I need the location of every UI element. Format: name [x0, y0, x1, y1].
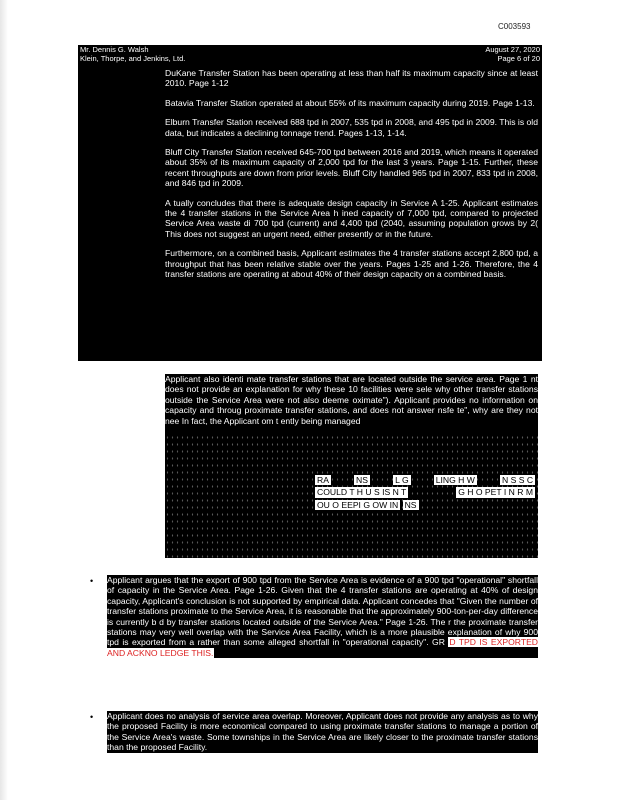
letter-date: August 27, 2020	[485, 45, 540, 54]
paragraph	[107, 575, 538, 658]
paragraph: Bluff City Transfer Station received 645-700 tpd between 2016 and 2019, which means it operated about 35% of its maximum capacity of 2,000 tpd for the last 3 years. Page 1-15. Further, these recent throughputs are down from prior levels. Bluff City handled 965 tpd in 2007, 833 tpd in 2008, and 846 tpd in 2009.	[165, 147, 538, 189]
paragraph: Elburn Transfer Station received 688 tpd in 2007, 535 tpd in 2008, and 495 tpd in 2009. This is old data, but indicates a declining tonnage trend. Pages 1-13, 1-14.	[165, 117, 538, 138]
fragment: NS	[356, 475, 368, 485]
page-number: Page 6 of 20	[497, 54, 540, 63]
fragment: G H O PET I N R M	[458, 487, 533, 498]
fragment: RA	[317, 475, 329, 485]
proximate-stations-block	[165, 374, 538, 558]
fragment: OU O EEPI G OW IN	[317, 499, 399, 510]
paragraph-text: Applicant argues that the export of 900 tpd from the Service Area is evidence of a 900 tpd "operational" shortfall of capacity in the Service Area. Page 1-26. Given that the 4 transfer stations are operating at 40% of design capacity, Applicant's conclusion is not supported by empirical data. Applicant concedes that "Given the number of transfer stations proximate to the Service Area, it is reasonable that the approximately 900-ton-per-day difference is currently b d by transfer stations located outside of the Service Area." Page 1-26. The r the proximate transfer stations may very well overlap with the Service Area Facility, which is a more plausible explanation of why 900 tpd is exported from a rather than some alleged shortfall in "operational capacity". GR	[107, 575, 538, 648]
recipient-block	[80, 45, 185, 63]
recipient-name: Mr. Dennis G. Walsh	[80, 45, 149, 54]
date-page-block	[485, 45, 540, 63]
export-shortfall-block	[107, 575, 538, 658]
fragment: N S S C	[501, 475, 534, 485]
handwritten-fragments	[315, 474, 535, 511]
bullet-icon: •	[90, 576, 94, 586]
fragment: NS	[404, 499, 417, 510]
fragment: L G	[395, 475, 409, 485]
fragment: COULD T H U S IS N T	[317, 487, 407, 498]
recipient-firm: Klein, Thorpe, and Jenkins, Ltd.	[80, 54, 186, 63]
paragraph: Furthermore, on a combined basis, Applicant estimates the 4 transfer stations accept 2,800 tpd, a throughput that has been relative stable over the years. Pages 1-25 and 1-26. Therefore, the 4 transfer stations are operating at about 40% of their design capacity on a combined basis.	[165, 248, 538, 280]
bates-number: C003593	[498, 22, 531, 31]
paragraph: A tually concludes that there is adequate design capacity in Service A 1-25. Applicant estimates the 4 transfer stations in the Service Area h ined capacity of 7,000 tpd, compared to projected Service Area waste di 700 tpd (current) and 4,400 tpd (2040, assuming population grows by 2( This does not suggest an urgent need, either presently or in the future.	[165, 197, 538, 239]
paragraph: Batavia Transfer Station operated at about 55% of its maximum capacity during 2019. Page 1-13.	[165, 97, 535, 108]
paragraph: Applicant does no analysis of service area overlap. Moreover, Applicant does not provide any analysis as to why the proposed Facility is more economical compared to using proximate transfer stations to manage a portion of the Service Area's waste. Some townships in the Service Area are likely closer to the proximate transfer stations than the proposed Facility.	[107, 711, 538, 753]
paragraph: Applicant also identi mate transfer stations that are located outside the service area. Page 1 nt does not provide an explanation for why these 10 facilities were sele why other transfer stations outside the Service Area were not also deeme oximate"). Applicant provides no information on capacity and throug proximate transfer stations, and does not answer nsfe te", why are they not nee In fact, the Applicant om t ently being managed	[165, 374, 538, 426]
service-area-overlap-block	[107, 711, 538, 753]
red-handwritten-note: D TPD IS EXPORTED AND ACKNO LEDGE THIS.	[107, 637, 539, 658]
paragraph: DuKane Transfer Station has been operating at less than half its maximum capacity since at least 2010. Page 1-12	[165, 68, 538, 89]
transfer-station-capacity-block	[165, 68, 538, 289]
bullet-icon: •	[90, 712, 94, 722]
fragment: LING H W	[435, 475, 475, 485]
